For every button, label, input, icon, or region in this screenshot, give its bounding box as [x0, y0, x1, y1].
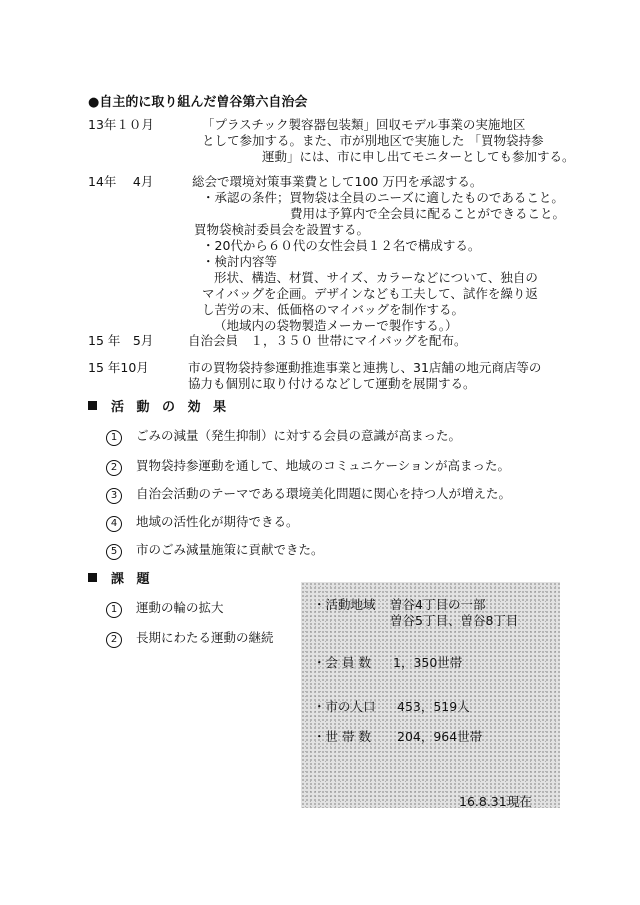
members-value: 1，350世帯	[393, 655, 463, 670]
circled-number-icon: 2	[106, 460, 122, 476]
issues-section-title: 課 題	[88, 572, 154, 588]
history-line: マイバッグを企画。デザインなども工夫して、試作を繰り返	[202, 286, 538, 301]
effect-item: 5 市のごみ減量施策に貢献できた。	[106, 542, 324, 560]
circled-number-icon: 5	[106, 544, 122, 560]
history-line: 買物袋検討委員会を設置する。	[194, 222, 370, 237]
history-line: 協力も個別に取り付けるなどして運動を展開する。	[188, 376, 476, 391]
as-of-date: 16.8.31現在	[459, 794, 532, 809]
history-date: 15 年10月	[88, 360, 149, 375]
history-line: 運動」には、市に申し出てモニターとしても参加する。	[262, 149, 575, 164]
history-line: し苦労の末、低価格のマイバッグを制作する。	[202, 302, 465, 317]
history-line: 「プラスチック製容器包装類」回収モデル事業の実施地区	[202, 117, 526, 132]
square-bullet-icon	[88, 401, 97, 410]
history-line: （地域内の袋物製造メーカーで製作する。）	[214, 318, 458, 333]
circled-number-icon: 1	[106, 430, 122, 446]
area-value-line1: 曽谷4丁目の一部	[390, 597, 486, 612]
history-line: 市の買物袋持参運動推進事業と連携し、31店舗の地元商店等の	[188, 360, 542, 375]
effect-item: 1 ごみの減量（発生抑制）に対する会員の意識が高まった。	[106, 428, 461, 446]
effect-item: 2 買物袋持参運動を通して、地域のコミュニケーションが高まった。	[106, 458, 510, 476]
effect-item: 3 自治会活動のテーマである環境美化問題に関心を持つ人が増えた。	[106, 486, 511, 504]
history-line: 費用は予算内で全会員に配ることができること。	[290, 206, 566, 221]
history-line: ・検討内容等	[202, 254, 278, 269]
households-value: 204，964世帯	[397, 729, 483, 744]
history-line: ・20代から６０代の女性会員１２名で構成する。	[202, 238, 481, 253]
info-box	[301, 582, 560, 808]
population-label: ・市の人口	[313, 699, 376, 714]
circled-number-icon: 1	[106, 602, 122, 618]
history-date: 14年 4月	[88, 174, 154, 189]
members-label: ・会 員 数	[313, 655, 371, 670]
history-line: 総会で環境対策事業費として100 万円を承認する。	[192, 174, 483, 189]
square-bullet-icon	[88, 573, 97, 582]
circled-number-icon: 3	[106, 488, 122, 504]
area-value-line2: 曽谷5丁目、曽谷8丁目	[390, 613, 519, 628]
history-line: 形状、構造、材質、サイズ、カラーなどについて、独自の	[214, 270, 538, 285]
circled-number-icon: 4	[106, 516, 122, 532]
issue-item: 1 運動の輪の拡大	[106, 600, 224, 618]
circled-number-icon: 2	[106, 632, 122, 648]
history-line: ・承認の条件；買物袋は全員のニーズに適したものであること。	[202, 190, 564, 205]
history-line: 自治会員 １，３５０ 世帯にマイバッグを配布。	[188, 333, 467, 348]
history-line: として参加する。また、市が別地区で実施した 「買物袋持参	[202, 133, 544, 148]
households-label: ・世 帯 数	[313, 729, 371, 744]
population-value: 453，519人	[397, 699, 470, 714]
history-date: 13年１０月	[88, 117, 154, 132]
issue-item: 2 長期にわたる運動の継続	[106, 630, 274, 648]
effects-section-title: 活 動 の 効 果	[88, 400, 230, 416]
history-date: 15 年 5月	[88, 333, 154, 348]
effect-item: 4 地域の活性化が期待できる。	[106, 514, 299, 532]
area-label: ・活動地域	[313, 597, 376, 612]
document-heading: ●自主的に取り組んだ曽谷第六自治会	[88, 95, 308, 110]
